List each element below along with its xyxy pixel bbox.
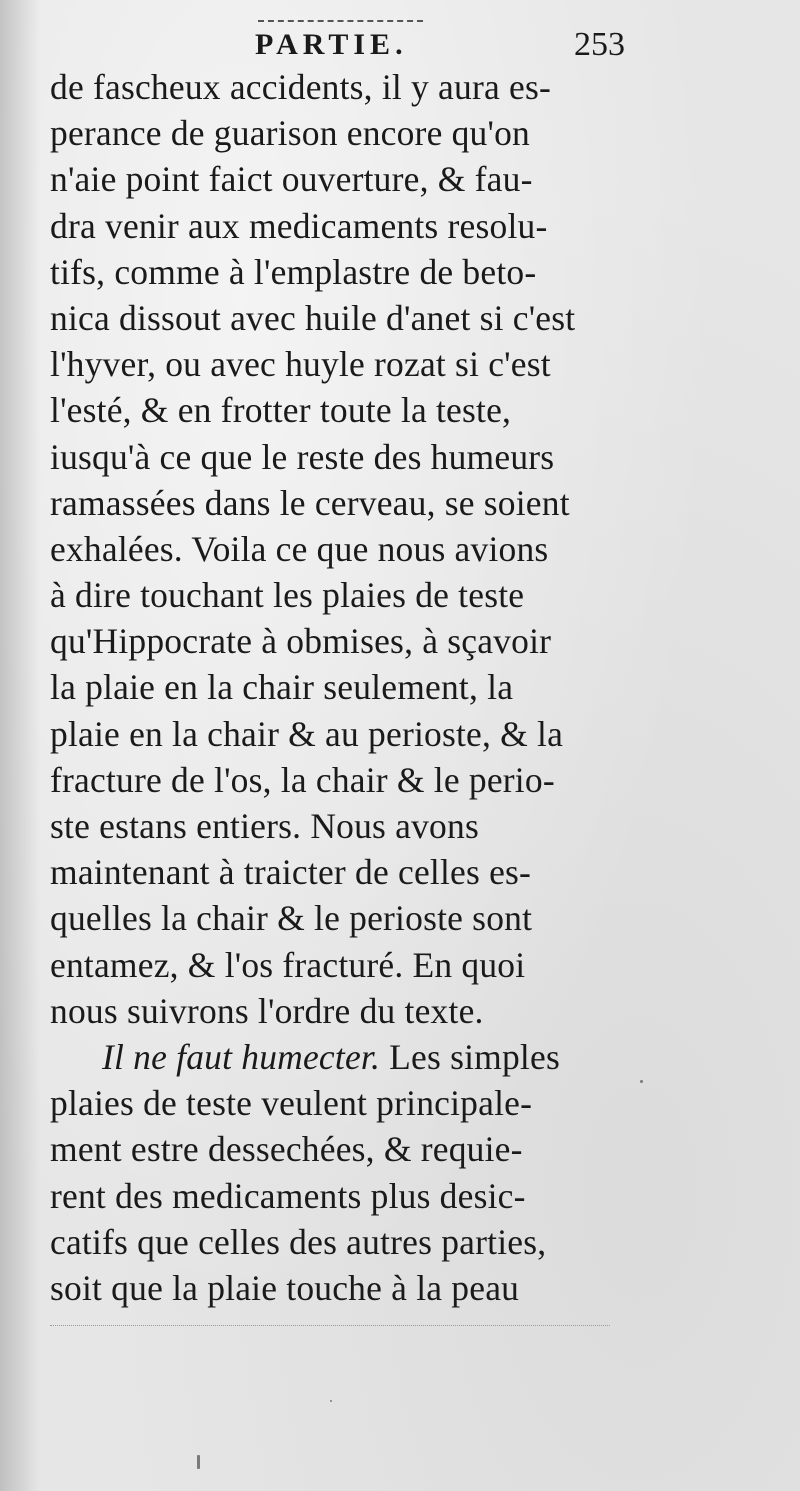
text-line: entamez, & l'os fracturé. En quoi — [50, 944, 526, 985]
lemma-italic: Il ne faut humecter. — [102, 1036, 381, 1077]
text-line: exhalées. Voila ce que nous avions — [50, 528, 549, 569]
paper-speck — [197, 1455, 200, 1469]
text-line: ment estre dessechées, & requie- — [50, 1129, 523, 1170]
text-line: ramassées dans le cerveau, se soient — [50, 482, 570, 523]
bottom-rule — [50, 1325, 610, 1326]
text-line: ste estans entiers. Nous avons — [50, 806, 479, 846]
header-rule — [258, 20, 423, 22]
text-line: tifs, comme à l'emplastre de beto- — [50, 251, 537, 292]
page-edge-shadow — [0, 0, 40, 1491]
text-line: nous suivrons l'ordre du texte. — [50, 990, 484, 1031]
paper-speck — [640, 1080, 643, 1083]
text-line: soit que la plaie touche à la peau — [50, 1267, 520, 1308]
text-line: iusqu'à ce que le reste des humeurs — [50, 436, 555, 477]
text-line: dra venir aux medicaments resolu- — [50, 205, 548, 246]
text-line: à dire touchant les plaies de teste — [50, 575, 525, 616]
text-line: plaies de teste veulent principale- — [50, 1083, 533, 1124]
text-line: nica dissout avec huile d'anet si c'est — [50, 297, 576, 338]
text-line: l'esté, & en frotter toute la teste, — [50, 390, 512, 431]
text-line: perance de guarison encore qu'on — [50, 113, 530, 154]
text-line: maintenant à traicter de celles es- — [50, 852, 532, 893]
text-line: quelles la chair & le perioste sont — [50, 898, 533, 939]
running-head: PARTIE. — [255, 28, 408, 61]
text-line: l'hyver, ou avec huyle rozat si c'est — [50, 344, 551, 385]
text-line: qu'Hippocrate à obmises, à sçavoir — [50, 621, 552, 662]
body-text — [50, 64, 630, 1311]
page-number: 253 — [574, 26, 625, 63]
text-line: rent des medicaments plus desic- — [50, 1175, 526, 1216]
paper-speck — [330, 1400, 332, 1402]
text-fragment: Les simples — [380, 1036, 560, 1077]
text-line: de fascheux accidents, il y aura es- — [50, 67, 552, 107]
text-line: n'aie point faict ouverture, & fau- — [50, 159, 533, 200]
text-line: catifs que celles des autres parties, — [50, 1221, 547, 1262]
text-line: fracture de l'os, la chair & le perio- — [50, 759, 555, 800]
paragraph-start-line — [50, 1034, 630, 1080]
text-line: plaie en la chair & au perioste, & la — [50, 713, 564, 754]
text-line: la plaie en la chair seulement, la — [50, 667, 514, 708]
